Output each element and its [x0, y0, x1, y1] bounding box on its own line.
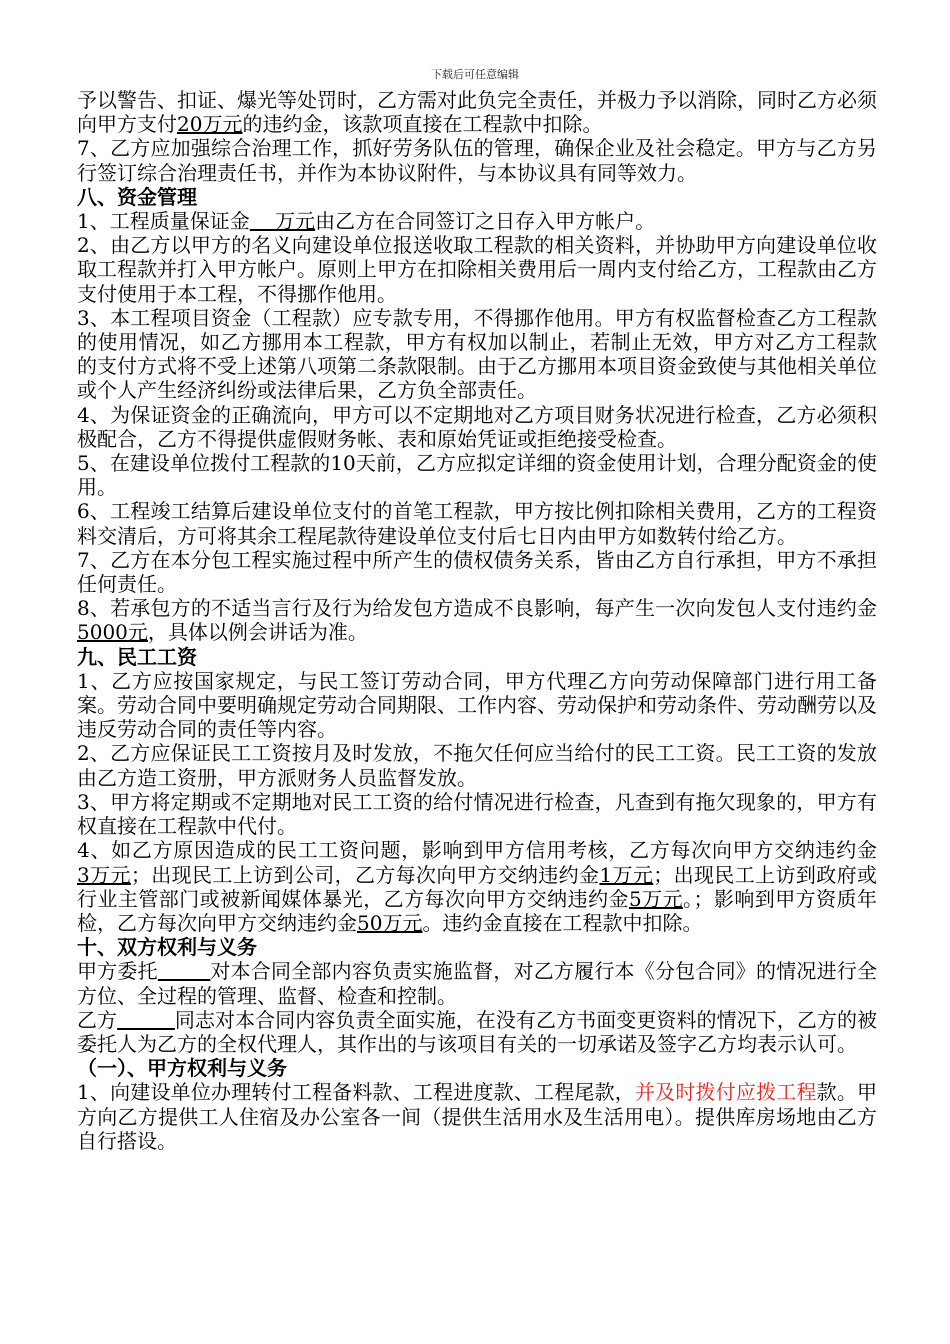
underlined-text: [117, 1008, 175, 1032]
paragraph: [77, 306, 877, 403]
paragraph: [77, 838, 877, 935]
text-run: 7、乙方在本分包工程实施过程中所产生的债权债务关系，皆由乙方自行承担，甲方不承担任何责任。: [77, 547, 877, 597]
paragraph: [77, 233, 877, 306]
text-run: 十、双方权利与义务: [77, 935, 257, 960]
text-run: 1、乙方应按国家规定，与民工签订劳动合同，甲方代理乙方向劳动保障部门进行用工备案。劳动合同中要明确规定劳动合同期限、工作内容、劳动保护和劳动条件、劳动酬劳以及违反劳动合同的责任等内容。: [77, 668, 877, 742]
paragraph: [77, 1080, 877, 1153]
paragraph: [77, 209, 877, 233]
text-run: （一）、甲方权利与义务: [77, 1056, 287, 1081]
text-run: 5、在建设单位拨付工程款的10天前，乙方应拟定详细的资金使用计划，合理分配资金的使用。: [77, 451, 877, 500]
underlined-text: 20万元: [177, 112, 243, 137]
text-run: 对本合同全部内容负责实施监督，对乙方履行本《分包合同》的情况进行全方位、全过程的管理、监督、检查和控制。: [77, 959, 878, 1008]
text-run: 7、乙方应加强综合治理工作，抓好劳务队伍的管理，确保企业及社会稳定。甲方与乙方另行签订综合治理责任书，并作为本协议附件，与本协议具有同等效力。: [77, 136, 877, 185]
text-run: ；出现民工上访到政府或行业主管部门或被新闻媒体暴光，乙方每次向甲方交纳违约金: [77, 862, 877, 911]
text-run: 的违约金，该款项直接在工程款中扣除。: [242, 112, 603, 137]
underlined-text: 5000元: [77, 620, 148, 645]
text-run: 由乙方在合同签订之日存入甲方帐户。: [315, 209, 656, 234]
underlined-text: 3万元: [77, 862, 131, 887]
paragraph: [77, 596, 877, 644]
document-body: [77, 88, 877, 1153]
paragraph: [77, 403, 877, 451]
highlighted-text: 并及时拨付应拨工程: [634, 1080, 817, 1105]
text-run: 九、民工工资: [77, 644, 197, 669]
underlined-text: 万元: [249, 209, 316, 234]
section-heading: [77, 1056, 877, 1080]
text-run: 八、资金管理: [77, 184, 197, 209]
text-run: ，具体以例会讲话为准。: [147, 620, 368, 645]
text-run: 同志对本合同内容负责全面实施，在没有乙方书面变更资料的情况下，乙方的被委托人为乙方的全权代理人，其作出的与该项目有关的一切承诺及签字乙方均表示认可。: [77, 1007, 878, 1056]
underlined-text: 5万元: [628, 886, 684, 911]
section-heading: [77, 935, 877, 959]
paragraph: [77, 88, 877, 136]
text-run: ；出现民工上访到公司，乙方每次向甲方交纳违约金: [130, 862, 600, 887]
paragraph: [77, 741, 877, 789]
text-run: 2、由乙方以甲方的名义向建设单位报送收取工程款的相关资料，并协助甲方向建设单位收取工程款并打入甲方帐户。原则上甲方在扣除相关费用后一周内支付给乙方，工程款由乙方支付使用于本工程，不得挪作他用。: [77, 233, 877, 306]
paragraph: [77, 1008, 877, 1056]
text-run: 乙方: [77, 1007, 118, 1032]
paragraph: [77, 790, 877, 838]
section-heading: [77, 645, 877, 669]
paragraph: [77, 451, 877, 499]
paragraph: [77, 136, 877, 184]
text-run: 予以警告、扣证、爆光等处罚时，乙方需对此负完全责任，并极力予以消除，同时乙方必须向甲方支付: [77, 88, 877, 137]
paragraph: [77, 499, 877, 547]
paragraph: [77, 669, 877, 742]
page-header: 下载后可任意编辑: [431, 68, 519, 81]
text-run: 8、若承包方的不适当言行及行为给发包方造成不良影响，每产生一次向发包人支付违约金: [77, 596, 877, 621]
text-run: 6、工程竣工结算后建设单位支付的首笔工程款，甲方按比例扣除相关费用，乙方的工程资料交清后，方可将其余工程尾款待建设单位支付后七日内由甲方如数转付给乙方。: [77, 499, 877, 548]
text-run: 4、为保证资金的正确流向，甲方可以不定期地对乙方项目财务状况进行检查，乙方必须积极配合，乙方不得提供虚假财务帐、表和原始凭证或拒绝接受检查。: [77, 402, 877, 451]
underlined-text: 1万元: [599, 862, 654, 887]
underlined-text: 50万元: [357, 910, 423, 935]
underlined-text: [158, 959, 211, 983]
text-run: 款。甲方向乙方提供工人住宿及办公室各一间（提供生活用水及生活用电）。提供库房场地由乙方自行搭设。: [77, 1080, 878, 1153]
text-run: 。；影响到甲方资质年检，乙方每次向甲方交纳违约金: [77, 886, 877, 935]
paragraph: [77, 548, 877, 596]
text-run: 甲方委托: [77, 959, 158, 984]
text-run: 4、如乙方原因造成的民工工资问题，影响到甲方信用考核，乙方每次向甲方交纳违约金: [77, 838, 877, 863]
text-run: 3、本工程项目资金（工程款）应专款专用，不得挪作他用。甲方有权监督检查乙方工程款的使用情况，如乙方挪用本工程款，甲方有权加以制止，若制止无效，甲方对乙方工程款 的支付方式将不受上述第八项第二条款限制。由于乙方挪用本项目资金致使与其他相关单位或个人产生经济纠纷或法律后果，乙方负全部责任。: [77, 305, 877, 403]
text-run: 。违约金直接在工程款中扣除。: [422, 910, 703, 935]
text-run: 1、向建设单位办理转付工程备料款、工程进度款、工程尾款，: [77, 1080, 635, 1105]
section-heading: [77, 185, 877, 209]
text-run: 1、工程质量保证金: [77, 209, 250, 234]
text-run: 3、甲方将定期或不定期地对民工工资的给付情况进行检查，凡查到有拖欠现象的，甲方有权直接在工程款中代付。: [77, 789, 877, 839]
paragraph: [77, 959, 877, 1007]
text-run: 2、乙方应保证民工工资按月及时发放，不拖欠任何应当给付的民工工资。民工工资的发放由乙方造工资册，甲方派财务人员监督发放。: [77, 741, 877, 790]
